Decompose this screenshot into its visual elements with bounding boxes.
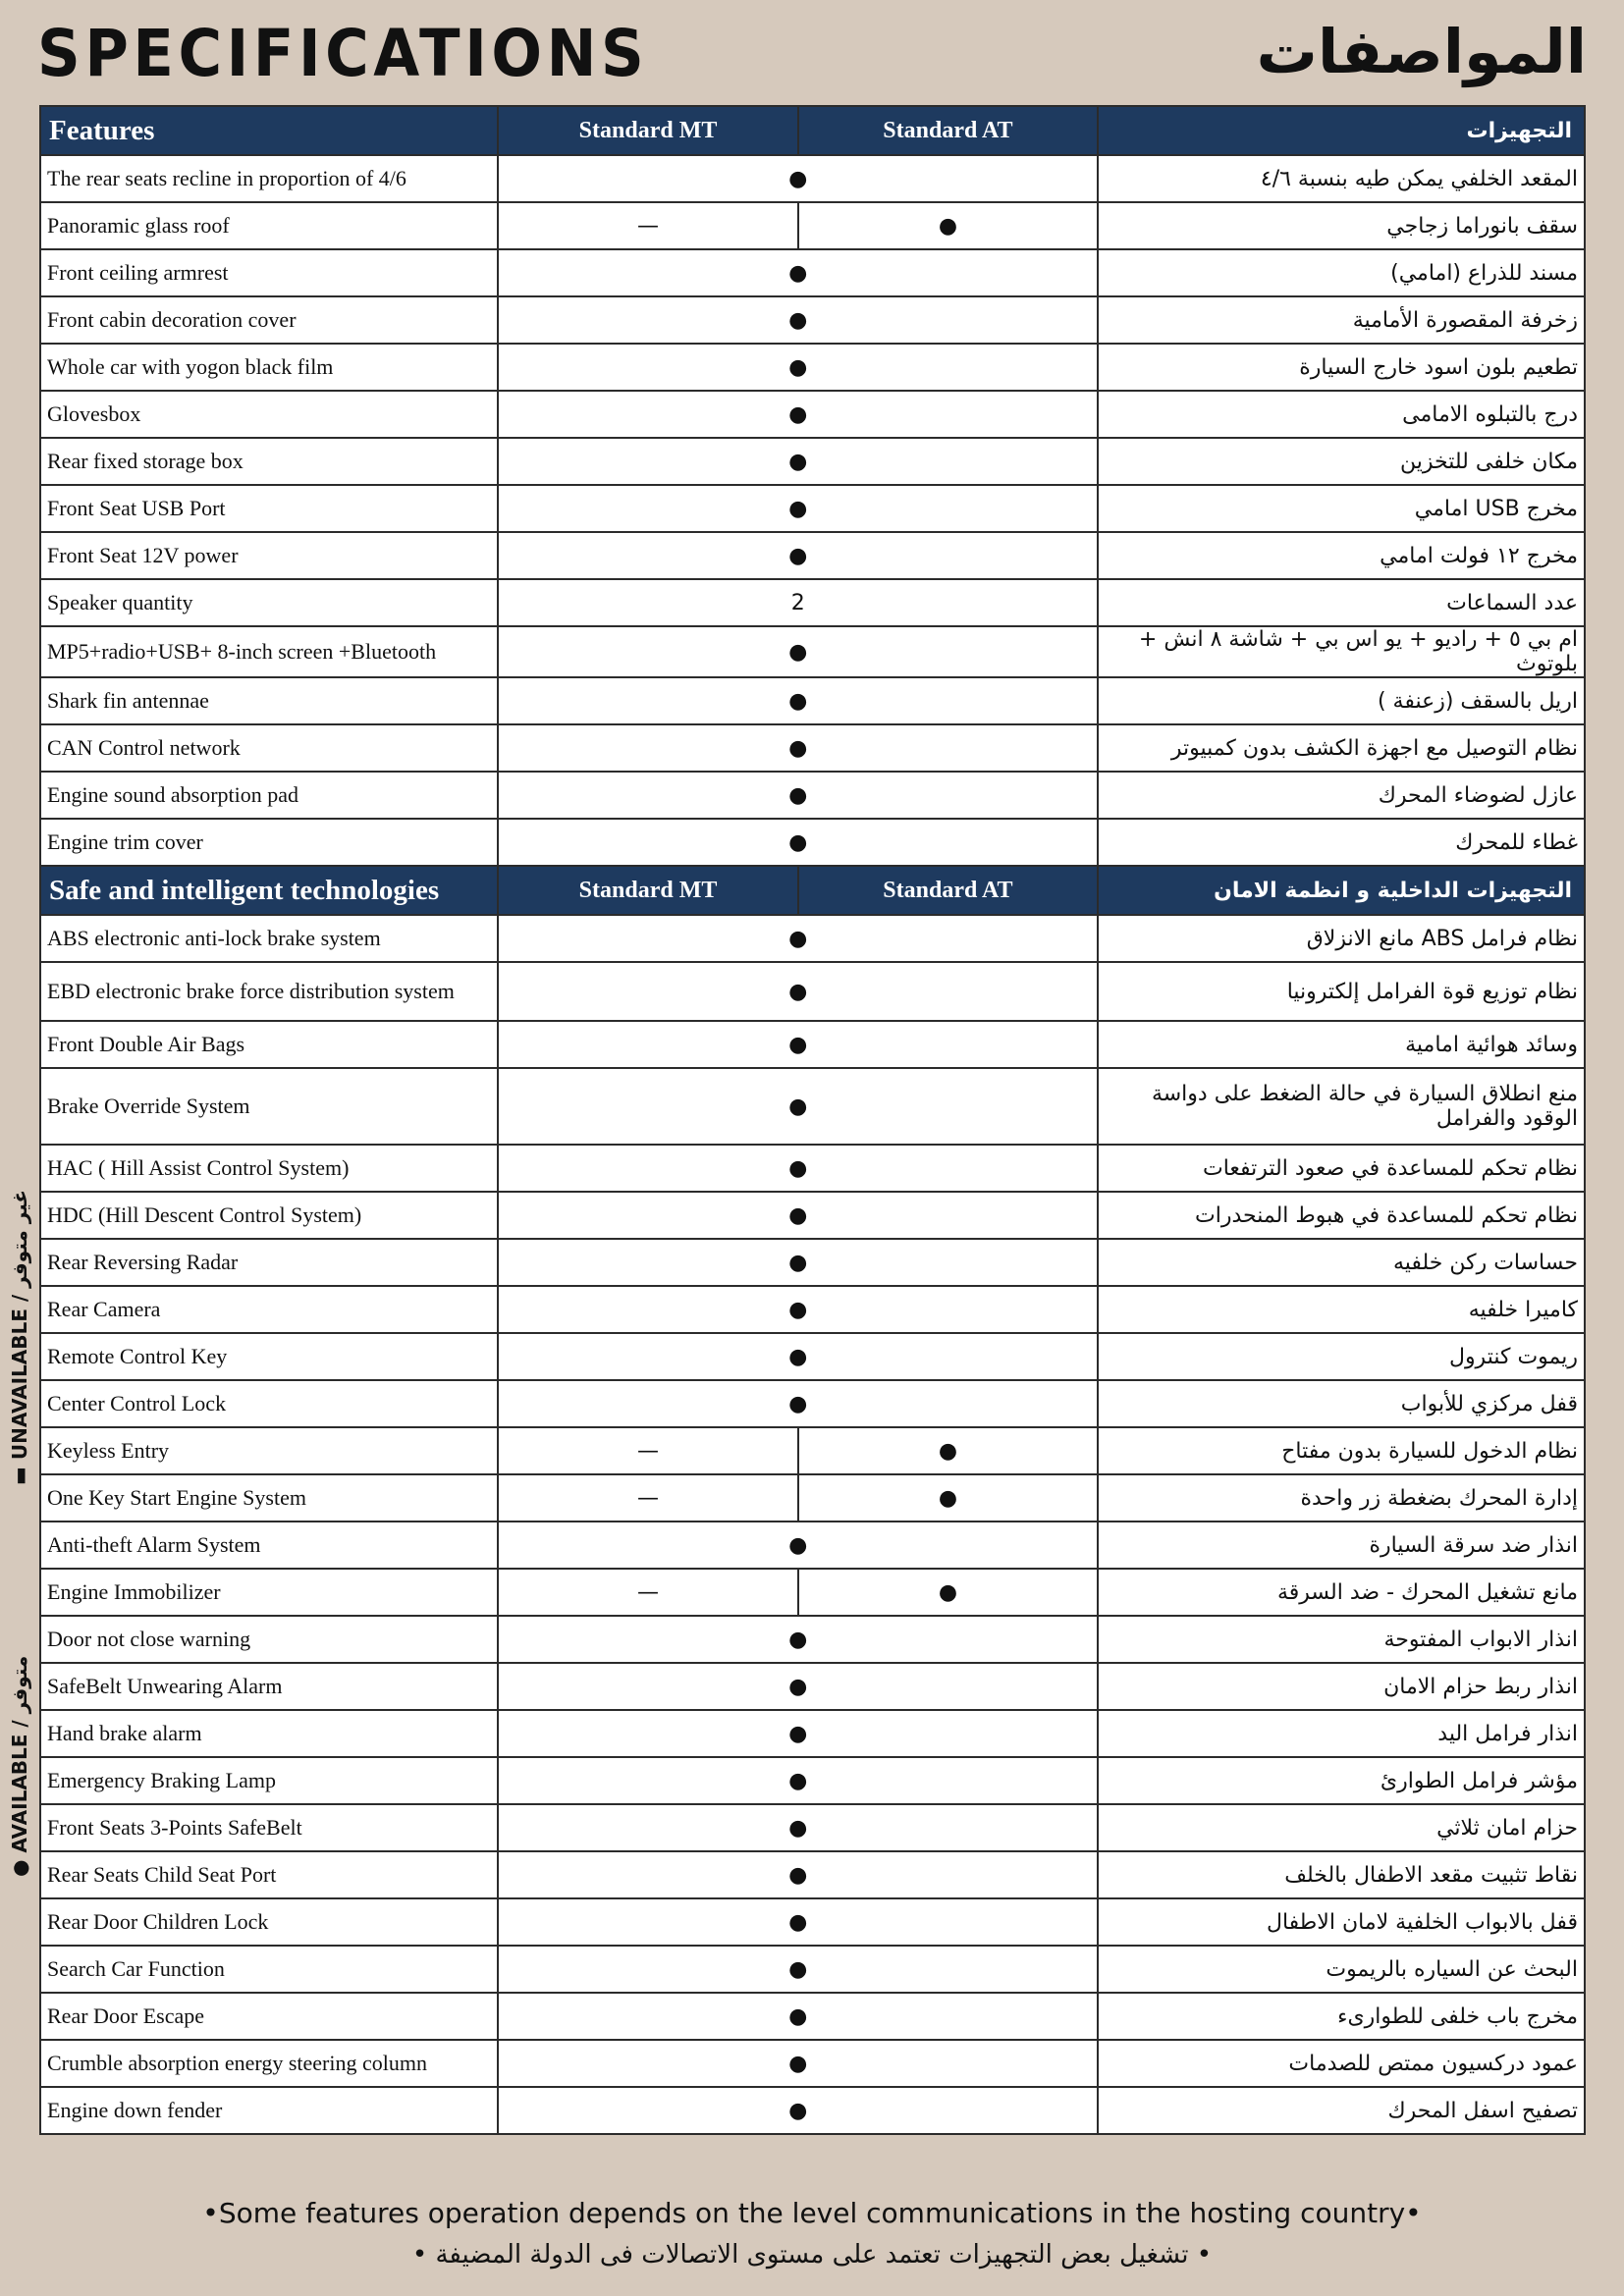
table-row <box>40 626 1585 677</box>
footer-note-ar: • تشغيل بعض التجهيزات تعتمد على مستوى الاتصالات فى الدولة المضيفة • <box>411 2240 1213 2269</box>
feature-name: Hand brake alarm <box>40 1710 498 1757</box>
feature-name-arabic: قفل مركزي للأبواب <box>1098 1380 1585 1427</box>
available-marker: ● <box>498 677 1098 724</box>
section-header <box>40 866 1585 915</box>
feature-name: EBD electronic brake force distribution system <box>40 962 498 1021</box>
table-row <box>40 1757 1585 1804</box>
column-header-mt: Standard MT <box>498 866 797 915</box>
table-row <box>40 2087 1585 2134</box>
available-marker: ● <box>498 1333 1098 1380</box>
available-marker: ● <box>498 915 1098 962</box>
table-row <box>40 677 1585 724</box>
table-row <box>40 1427 1585 1474</box>
available-marker: ● <box>498 296 1098 344</box>
available-marker: ● <box>498 1804 1098 1851</box>
unavailable-marker: — <box>498 1569 797 1616</box>
table-row <box>40 1192 1585 1239</box>
available-marker: ● <box>498 1946 1098 1993</box>
available-marker: ● <box>498 1380 1098 1427</box>
table-row <box>40 1946 1585 1993</box>
feature-name-arabic: نظام الدخول للسيارة بدون مفتاح <box>1098 1427 1585 1474</box>
feature-name: Front ceiling armrest <box>40 249 498 296</box>
feature-name: Front Seat USB Port <box>40 485 498 532</box>
available-marker: ● <box>498 1851 1098 1898</box>
feature-name-arabic: درج بالتبلوه الامامى <box>1098 391 1585 438</box>
feature-name: Front Double Air Bags <box>40 1021 498 1068</box>
feature-name-arabic: تصفيح اسفل المحرك <box>1098 2087 1585 2134</box>
feature-name-arabic: اريل بالسقف (زعنفة ) <box>1098 677 1585 724</box>
unavailable-marker: — <box>498 1427 797 1474</box>
available-marker: ● <box>498 724 1098 772</box>
table-row <box>40 391 1585 438</box>
feature-name: Glovesbox <box>40 391 498 438</box>
feature-name-arabic: نظام توزيع قوة الفرامل إلكترونيا <box>1098 962 1585 1021</box>
feature-name-arabic: منع انطلاق السيارة في حالة الضغط على دواسة الوقود والفرامل <box>1098 1068 1585 1145</box>
table-row <box>40 2040 1585 2087</box>
feature-name-arabic: مكان خلفى للتخزين <box>1098 438 1585 485</box>
feature-name-arabic: مانع تشغيل المحرك - ضد السرقة <box>1098 1569 1585 1616</box>
feature-name: Rear Door Escape <box>40 1993 498 2040</box>
page-title: SPECIFICATIONS <box>37 16 649 91</box>
feature-name: Search Car Function <box>40 1946 498 1993</box>
feature-name: Front Seat 12V power <box>40 532 498 579</box>
feature-name-arabic: إدارة المحرك بضغطة زر واحدة <box>1098 1474 1585 1522</box>
available-marker: ● <box>498 819 1098 866</box>
feature-name-arabic: المقعد الخلفي يمكن طيه بنسبة ٤/٦ <box>1098 155 1585 202</box>
available-marker: ● <box>498 1021 1098 1068</box>
available-marker: ● <box>498 1286 1098 1333</box>
feature-name-arabic: مخرج باب خلفى للطوارىء <box>1098 1993 1585 2040</box>
feature-name-arabic: انذار ضد سرقة السيارة <box>1098 1522 1585 1569</box>
feature-name: Remote Control Key <box>40 1333 498 1380</box>
feature-name: Engine sound absorption pad <box>40 772 498 819</box>
feature-name: Rear Seats Child Seat Port <box>40 1851 498 1898</box>
feature-name: HDC (Hill Descent Control System) <box>40 1192 498 1239</box>
feature-name-arabic: انذار فرامل اليد <box>1098 1710 1585 1757</box>
feature-name: The rear seats recline in proportion of 4/6 <box>40 155 498 202</box>
available-marker: ● <box>498 1145 1098 1192</box>
available-marker: ● <box>498 438 1098 485</box>
feature-name-arabic: ريموت كنترول <box>1098 1333 1585 1380</box>
feature-name-arabic: نظام التوصيل مع اجهزة الكشف بدون كمبيوتر <box>1098 724 1585 772</box>
footer-note-en: •Some features operation depends on the level communications in the hosting country• <box>202 2197 1422 2229</box>
feature-name-arabic: انذار الابواب المفتوحة <box>1098 1616 1585 1663</box>
table-row <box>40 1804 1585 1851</box>
feature-name-arabic: نظام تحكم للمساعدة في هبوط المنحدرات <box>1098 1192 1585 1239</box>
feature-name-arabic: مخرج ١٢ فولت امامي <box>1098 532 1585 579</box>
availability-legend <box>3 1190 36 1877</box>
table-row <box>40 155 1585 202</box>
feature-name: Whole car with yogon black film <box>40 344 498 391</box>
feature-name-arabic: مخرج USB امامي <box>1098 485 1585 532</box>
available-marker: ● <box>498 1192 1098 1239</box>
feature-name-arabic: نظام فرامل ABS مانع الانزلاق <box>1098 915 1585 962</box>
table-row <box>40 1474 1585 1522</box>
table-row <box>40 962 1585 1021</box>
table-row <box>40 532 1585 579</box>
legend-available: ● AVAILABLE / متوفر <box>8 1655 31 1877</box>
available-marker: ● <box>798 1569 1098 1616</box>
available-marker: ● <box>798 1427 1098 1474</box>
feature-name-arabic: انذار ربط حزام الامان <box>1098 1663 1585 1710</box>
available-marker: ● <box>498 155 1098 202</box>
available-marker: ● <box>498 1757 1098 1804</box>
available-marker: ● <box>498 1898 1098 1946</box>
feature-name: Center Control Lock <box>40 1380 498 1427</box>
feature-name: ABS electronic anti-lock brake system <box>40 915 498 962</box>
feature-name: Engine Immobilizer <box>40 1569 498 1616</box>
feature-name-arabic: حزام امان ثلاثي <box>1098 1804 1585 1851</box>
feature-name-arabic: غطاء للمحرك <box>1098 819 1585 866</box>
available-marker: ● <box>498 1522 1098 1569</box>
available-marker: ● <box>498 1616 1098 1663</box>
section-title: Safe and intelligent technologies <box>40 866 498 915</box>
feature-name: CAN Control network <box>40 724 498 772</box>
table-row <box>40 202 1585 249</box>
table-row <box>40 579 1585 626</box>
feature-name: Rear Camera <box>40 1286 498 1333</box>
page-title-arabic: المواصفات <box>1256 16 1587 87</box>
specifications-table <box>39 105 1586 2135</box>
feature-name: Engine trim cover <box>40 819 498 866</box>
feature-name: Front cabin decoration cover <box>40 296 498 344</box>
table-row <box>40 249 1585 296</box>
feature-name: Door not close warning <box>40 1616 498 1663</box>
feature-name: Shark fin antennae <box>40 677 498 724</box>
unavailable-marker: — <box>498 202 797 249</box>
table-row <box>40 772 1585 819</box>
available-marker: ● <box>498 2087 1098 2134</box>
feature-name-arabic: نقاط تثبيت مقعد الاطفال بالخلف <box>1098 1851 1585 1898</box>
column-header-mt: Standard MT <box>498 106 797 155</box>
feature-name-arabic: عدد السماعات <box>1098 579 1585 626</box>
available-marker: ● <box>498 1239 1098 1286</box>
table-row <box>40 296 1585 344</box>
feature-name: Engine down fender <box>40 2087 498 2134</box>
table-row <box>40 1710 1585 1757</box>
feature-value: 2 <box>498 579 1098 626</box>
section-title: Features <box>40 106 498 155</box>
feature-name-arabic: عمود دركسيون ممتص للصدمات <box>1098 2040 1585 2087</box>
feature-name-arabic: البحث عن السياره بالريموت <box>1098 1946 1585 1993</box>
feature-name: Panoramic glass roof <box>40 202 498 249</box>
feature-name: HAC ( Hill Assist Control System) <box>40 1145 498 1192</box>
table-row <box>40 438 1585 485</box>
feature-name: SafeBelt Unwearing Alarm <box>40 1663 498 1710</box>
feature-name-arabic: حساسات ركن خلفيه <box>1098 1239 1585 1286</box>
feature-name: Rear Door Children Lock <box>40 1898 498 1946</box>
feature-name: One Key Start Engine System <box>40 1474 498 1522</box>
feature-name-arabic: عازل لضوضاء المحرك <box>1098 772 1585 819</box>
legend-unavailable: ▬ UNAVAILABLE / غير متوفر <box>8 1190 31 1485</box>
table-row <box>40 724 1585 772</box>
available-marker: ● <box>498 1710 1098 1757</box>
feature-name-arabic: قفل بالابواب الخلفية لامان الاطفال <box>1098 1898 1585 1946</box>
feature-name: Front Seats 3-Points SafeBelt <box>40 1804 498 1851</box>
feature-name: Crumble absorption energy steering column <box>40 2040 498 2087</box>
table-row <box>40 1851 1585 1898</box>
available-marker: ● <box>498 344 1098 391</box>
table-row <box>40 1663 1585 1710</box>
available-marker: ● <box>498 626 1098 677</box>
available-marker: ● <box>498 1068 1098 1145</box>
table-row <box>40 344 1585 391</box>
feature-name-arabic: سقف بانوراما زجاجي <box>1098 202 1585 249</box>
feature-name-arabic: ام بي ٥ + راديو + يو اس بي + شاشة ٨ انش + بلوتوث <box>1098 626 1585 677</box>
table-row <box>40 1333 1585 1380</box>
table-row <box>40 1068 1585 1145</box>
feature-name-arabic: مؤشر فرامل الطوارئ <box>1098 1757 1585 1804</box>
feature-name: Speaker quantity <box>40 579 498 626</box>
available-marker: ● <box>498 1663 1098 1710</box>
table-row <box>40 1380 1585 1427</box>
table-row <box>40 915 1585 962</box>
table-row <box>40 1021 1585 1068</box>
feature-name: Emergency Braking Lamp <box>40 1757 498 1804</box>
available-marker: ● <box>498 532 1098 579</box>
column-header-at: Standard AT <box>798 106 1098 155</box>
feature-name: Anti-theft Alarm System <box>40 1522 498 1569</box>
section-header <box>40 106 1585 155</box>
table-row <box>40 1898 1585 1946</box>
available-marker: ● <box>498 391 1098 438</box>
available-marker: ● <box>498 772 1098 819</box>
section-title-arabic: التجهيزات <box>1098 106 1585 155</box>
table-row <box>40 485 1585 532</box>
feature-name: MP5+radio+USB+ 8-inch screen +Bluetooth <box>40 626 498 677</box>
available-marker: ● <box>498 249 1098 296</box>
feature-name-arabic: تطعيم بلون اسود خارج السيارة <box>1098 344 1585 391</box>
available-marker: ● <box>798 1474 1098 1522</box>
table-row <box>40 819 1585 866</box>
feature-name: Brake Override System <box>40 1068 498 1145</box>
table-row <box>40 1286 1585 1333</box>
available-marker: ● <box>498 962 1098 1021</box>
section-title-arabic: التجهيزات الداخلية و انظمة الامان <box>1098 866 1585 915</box>
unavailable-marker: — <box>498 1474 797 1522</box>
table-row <box>40 1616 1585 1663</box>
feature-name-arabic: وسائد هوائية امامية <box>1098 1021 1585 1068</box>
table-row <box>40 1993 1585 2040</box>
table-row <box>40 1569 1585 1616</box>
table-row <box>40 1239 1585 1286</box>
column-header-at: Standard AT <box>798 866 1098 915</box>
feature-name-arabic: مسند للذراع (امامي) <box>1098 249 1585 296</box>
feature-name-arabic: نظام تحكم للمساعدة في صعود الترتفعات <box>1098 1145 1585 1192</box>
feature-name: Keyless Entry <box>40 1427 498 1474</box>
available-marker: ● <box>498 1993 1098 2040</box>
feature-name: Rear fixed storage box <box>40 438 498 485</box>
table-row <box>40 1145 1585 1192</box>
available-marker: ● <box>798 202 1098 249</box>
feature-name-arabic: كاميرا خلفيه <box>1098 1286 1585 1333</box>
available-marker: ● <box>498 2040 1098 2087</box>
feature-name: Rear Reversing Radar <box>40 1239 498 1286</box>
feature-name-arabic: زخرفة المقصورة الأمامية <box>1098 296 1585 344</box>
available-marker: ● <box>498 485 1098 532</box>
table-row <box>40 1522 1585 1569</box>
